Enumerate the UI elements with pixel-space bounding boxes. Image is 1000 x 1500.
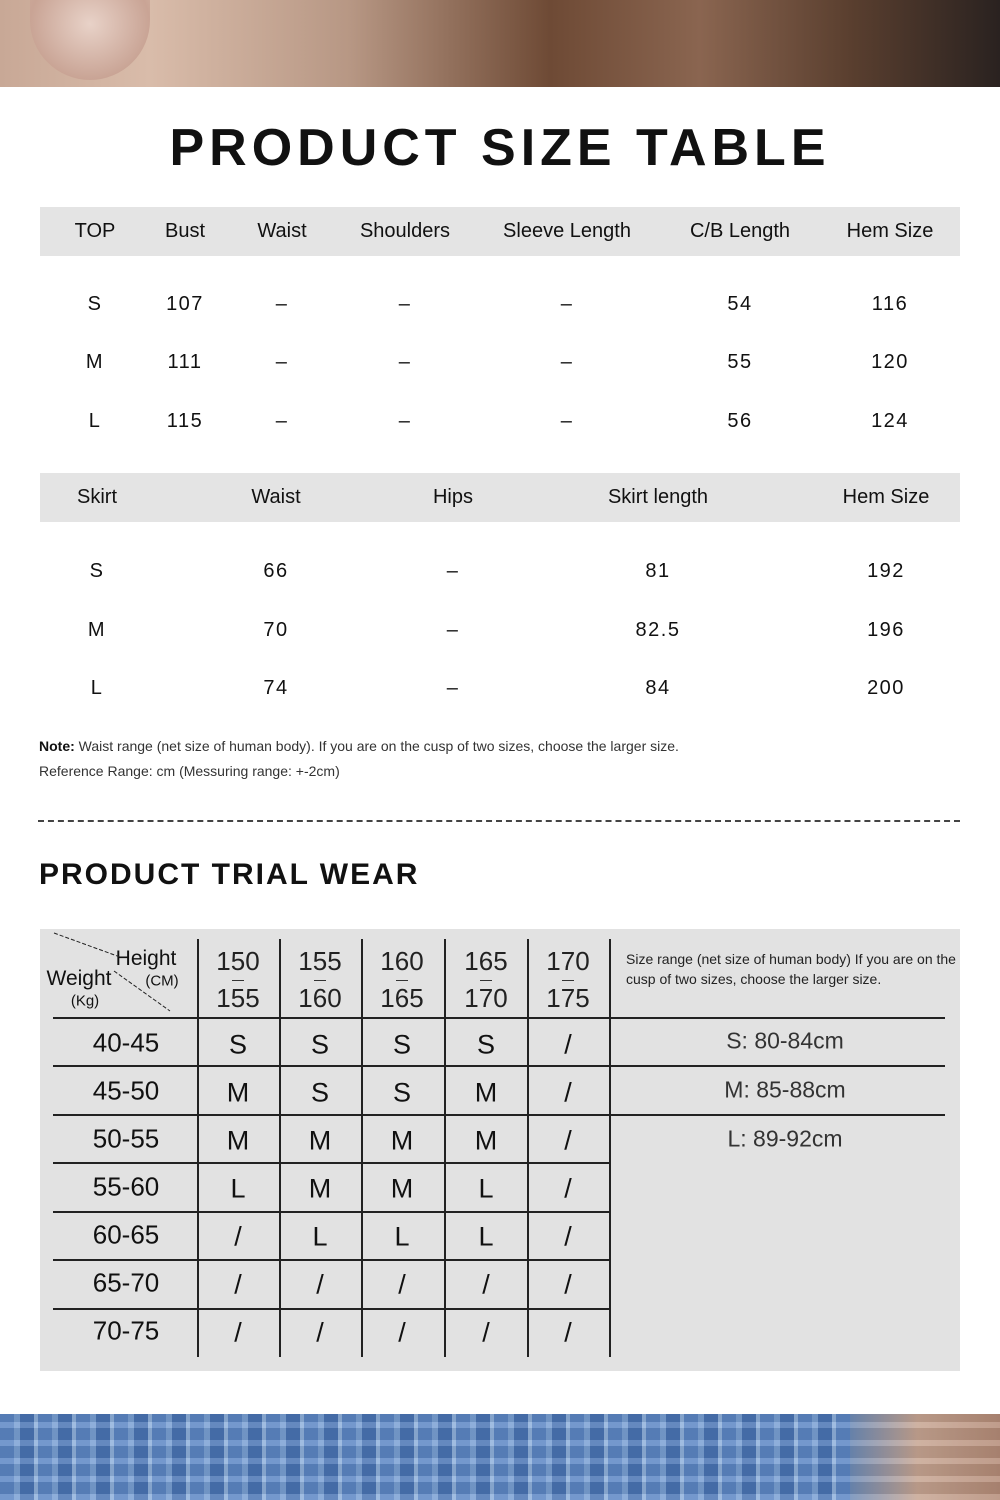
grid-hline [53, 1065, 945, 1067]
size-cell: S [476, 1029, 496, 1060]
page-title: PRODUCT SIZE TABLE [169, 119, 831, 177]
weight-range-cell: 65-70 [92, 1267, 160, 1298]
height-range-to: 155 [216, 983, 260, 1013]
top-header-2: Waist [257, 220, 307, 242]
corner-cm-label: (CM) [145, 972, 179, 990]
range-dash [396, 980, 408, 981]
bust-range: L: 89-92cm [727, 1125, 843, 1152]
corner-kg-label: (Kg) [70, 992, 100, 1010]
size-cell: / [564, 1029, 572, 1060]
grid-hline [53, 1017, 945, 1019]
range-dash [314, 980, 326, 981]
weight-range-cell: 70-75 [92, 1315, 160, 1346]
size-cell: L [230, 1173, 246, 1204]
size-cell: S [228, 1029, 248, 1060]
height-range-to: 170 [464, 983, 508, 1013]
top-cell: – [275, 293, 289, 315]
top-cell: 120 [871, 351, 909, 373]
skirt-header-1: Waist [251, 486, 301, 508]
grid-hline [53, 1114, 945, 1116]
top-cell: 54 [727, 293, 753, 315]
top-cell: 56 [727, 410, 753, 432]
top-cell: M [85, 351, 105, 373]
size-cell: / [564, 1269, 572, 1300]
top-cell: – [398, 351, 412, 373]
corner-height-label: Height [115, 947, 177, 970]
weight-range-cell: 40-45 [92, 1027, 160, 1058]
size-cell: S [392, 1077, 412, 1108]
size-cell: S [310, 1029, 330, 1060]
top-cell: – [398, 410, 412, 432]
skirt-cell: – [446, 677, 460, 699]
size-note [39, 738, 679, 754]
weight-range-cell: 45-50 [92, 1075, 160, 1106]
note-label: Note: [39, 738, 75, 754]
size-cell: L [478, 1173, 494, 1204]
bust-range: S: 80-84cm [726, 1027, 844, 1054]
skirt-cell: M [87, 619, 107, 641]
grid-hline [53, 1211, 609, 1213]
range-dash [480, 980, 492, 981]
top-cell: – [275, 410, 289, 432]
top-header-1: Bust [164, 220, 206, 242]
grid-vline [197, 939, 199, 1357]
size-cell: M [474, 1125, 498, 1156]
size-cell: L [312, 1221, 328, 1252]
top-header-6: Hem Size [846, 220, 934, 242]
skirt-cell: – [446, 619, 460, 641]
top-header-4: Sleeve Length [503, 220, 631, 242]
grid-hline [53, 1259, 609, 1261]
model-face-crop [30, 0, 150, 80]
size-cell: M [390, 1173, 414, 1204]
size-cell: / [564, 1077, 572, 1108]
size-cell: / [234, 1269, 242, 1300]
top-cell: – [560, 351, 574, 373]
skirt-cell: 74 [263, 677, 289, 699]
skirt-cell: 70 [263, 619, 289, 641]
skirt-cell: 196 [867, 619, 905, 641]
grid-vline [361, 939, 363, 1357]
size-cell: L [478, 1221, 494, 1252]
range-dash [562, 980, 574, 981]
size-cell: / [564, 1221, 572, 1252]
size-range-note: Size range (net size of human body) If you are on the cusp of two sizes, choose the larger size. [626, 951, 956, 987]
model-photo-top [0, 0, 1000, 87]
size-cell: / [316, 1317, 324, 1348]
skirt-header-4: Hem Size [842, 486, 930, 508]
grid-hline [53, 1162, 609, 1164]
weight-range-cell: 50-55 [92, 1123, 160, 1154]
height-range-from: 155 [298, 946, 342, 976]
size-cell: M [226, 1077, 250, 1108]
grid-hline [53, 1308, 609, 1310]
height-range-to: 175 [546, 983, 590, 1013]
top-header-0: TOP [74, 220, 116, 242]
top-cell: S [87, 293, 103, 315]
weight-range-cell: 60-65 [92, 1219, 160, 1250]
skirt-cell: 192 [867, 560, 905, 582]
model-photo-bottom [0, 1414, 1000, 1500]
top-cell: 115 [166, 410, 204, 432]
height-range-from: 160 [380, 946, 424, 976]
skirt-cell: S [89, 560, 105, 582]
size-cell: S [392, 1029, 412, 1060]
size-cell: / [398, 1269, 406, 1300]
skirt-header-2: Hips [432, 486, 474, 508]
size-cell: M [308, 1125, 332, 1156]
size-cell: / [234, 1317, 242, 1348]
trial-wear-table [40, 929, 960, 1371]
size-cell: M [390, 1125, 414, 1156]
skirt-cell: 66 [263, 560, 289, 582]
top-cell: – [560, 410, 574, 432]
size-cell: M [308, 1173, 332, 1204]
top-cell: 107 [166, 293, 204, 315]
skirt-cell: L [90, 677, 104, 699]
size-cell: M [226, 1125, 250, 1156]
top-header-5: C/B Length [689, 220, 791, 242]
height-range-from: 170 [546, 946, 590, 976]
size-cell: / [482, 1317, 490, 1348]
top-cell: – [560, 293, 574, 315]
skirt-cell: 200 [867, 677, 905, 699]
section-divider [38, 820, 960, 822]
skirt-header-0: Skirt [77, 486, 117, 508]
size-cell: / [482, 1269, 490, 1300]
top-cell: 55 [727, 351, 753, 373]
corner-diagonal-lines [52, 931, 182, 1015]
grid-vline [444, 939, 446, 1357]
top-cell: 111 [167, 351, 203, 373]
model-shoulder-crop [850, 1414, 1000, 1500]
size-cell: / [564, 1173, 572, 1204]
height-range-to: 165 [380, 983, 424, 1013]
skirt-table-header-band [40, 473, 960, 522]
height-range-from: 150 [216, 946, 260, 976]
reference-range: Reference Range: cm (Messuring range: +-2cm) [39, 763, 340, 779]
size-cell: / [398, 1317, 406, 1348]
skirt-cell: 81 [645, 560, 671, 582]
height-range-to: 160 [298, 983, 342, 1013]
trial-wear-title: PRODUCT TRIAL WEAR [39, 858, 420, 891]
size-cell: / [234, 1221, 242, 1252]
grid-vline [609, 939, 611, 1357]
weight-range-cell: 55-60 [92, 1171, 160, 1202]
skirt-cell: – [446, 560, 460, 582]
top-header-3: Shoulders [359, 220, 451, 242]
height-range-from: 165 [464, 946, 508, 976]
grid-vline [527, 939, 529, 1357]
top-cell: L [88, 410, 102, 432]
skirt-cell: 82.5 [635, 619, 681, 641]
size-cell: S [310, 1077, 330, 1108]
skirt-cell: 84 [645, 677, 671, 699]
top-cell: – [398, 293, 412, 315]
top-cell: 116 [871, 293, 909, 315]
skirt-header-3: Skirt length [607, 486, 709, 508]
size-cell: L [394, 1221, 410, 1252]
bust-range: M: 85-88cm [724, 1076, 846, 1103]
note-text: Waist range (net size of human body). If you are on the cusp of two sizes, choose the larger size. [74, 738, 679, 754]
size-cell: / [564, 1317, 572, 1348]
size-cell: M [474, 1077, 498, 1108]
top-cell: – [275, 351, 289, 373]
range-dash [232, 980, 244, 981]
size-cell: / [316, 1269, 324, 1300]
size-cell: / [564, 1125, 572, 1156]
grid-vline [279, 939, 281, 1357]
corner-weight-label: Weight [46, 967, 112, 990]
top-cell: 124 [871, 410, 909, 432]
